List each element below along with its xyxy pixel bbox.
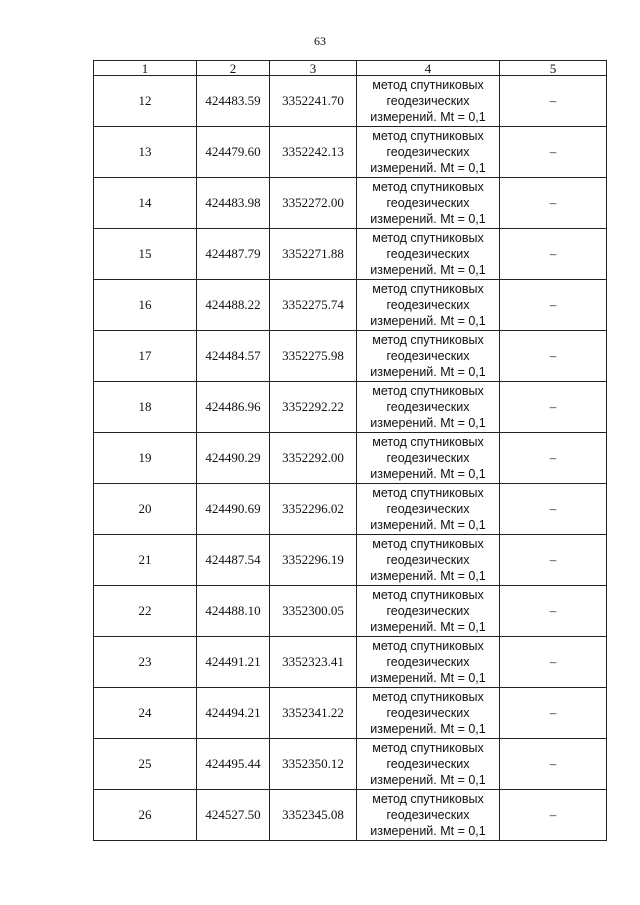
table-row [94,739,607,790]
method-line: метод спутниковых [372,78,484,92]
method-line: измерений. Mt = 0,1 [370,722,486,736]
method-line: геодезических [386,400,470,414]
method-line: геодезических [386,502,470,516]
y-coordinate-cell: 3352323.41 [270,637,357,688]
method-cell [357,637,500,688]
x-coordinate-cell: 424487.54 [197,535,270,586]
table-row [94,127,607,178]
x-coordinate-cell: 424527.50 [197,790,270,841]
table-row [94,76,607,127]
method-line: геодезических [386,604,470,618]
table-header-row [94,61,607,76]
table-row [94,586,607,637]
method-cell [357,484,500,535]
x-coordinate-cell: 424479.60 [197,127,270,178]
method-cell [357,229,500,280]
method-line: измерений. Mt = 0,1 [370,416,486,430]
point-number-cell: 14 [94,178,197,229]
method-cell [357,382,500,433]
method-line: геодезических [386,706,470,720]
y-coordinate-cell: 3352300.05 [270,586,357,637]
page-number: 63 [314,34,326,48]
method-line: измерений. Mt = 0,1 [370,263,486,277]
method-line: измерений. Mt = 0,1 [370,314,486,328]
table-row [94,535,607,586]
method-cell [357,76,500,127]
method-line: метод спутниковых [372,588,484,602]
note-cell: – [500,178,607,229]
note-cell: – [500,535,607,586]
method-cell [357,127,500,178]
point-number-cell: 26 [94,790,197,841]
method-line: геодезических [386,757,470,771]
method-line: геодезических [386,451,470,465]
method-line: измерений. Mt = 0,1 [370,671,486,685]
y-coordinate-cell: 3352275.98 [270,331,357,382]
y-coordinate-cell: 3352345.08 [270,790,357,841]
method-line: геодезических [386,808,470,822]
method-line: геодезических [386,247,470,261]
point-number-cell: 23 [94,637,197,688]
method-line: геодезических [386,196,470,210]
point-number-cell: 13 [94,127,197,178]
method-cell [357,535,500,586]
note-cell: – [500,331,607,382]
table-row [94,688,607,739]
column-header-2: 2 [197,61,270,76]
point-number-cell: 21 [94,535,197,586]
y-coordinate-cell: 3352292.22 [270,382,357,433]
y-coordinate-cell: 3352292.00 [270,433,357,484]
coordinates-table [93,60,607,841]
x-coordinate-cell: 424483.59 [197,76,270,127]
method-line: измерений. Mt = 0,1 [370,212,486,226]
x-coordinate-cell: 424483.98 [197,178,270,229]
point-number-cell: 15 [94,229,197,280]
y-coordinate-cell: 3352272.00 [270,178,357,229]
point-number-cell: 19 [94,433,197,484]
y-coordinate-cell: 3352350.12 [270,739,357,790]
y-coordinate-cell: 3352275.74 [270,280,357,331]
note-cell: – [500,76,607,127]
x-coordinate-cell: 424488.10 [197,586,270,637]
method-line: геодезических [386,298,470,312]
note-cell: – [500,433,607,484]
column-header-5: 5 [500,61,607,76]
method-line: метод спутниковых [372,639,484,653]
x-coordinate-cell: 424495.44 [197,739,270,790]
note-cell: – [500,280,607,331]
y-coordinate-cell: 3352341.22 [270,688,357,739]
point-number-cell: 12 [94,76,197,127]
method-line: измерений. Mt = 0,1 [370,569,486,583]
method-line: измерений. Mt = 0,1 [370,365,486,379]
method-line: геодезических [386,553,470,567]
method-cell [357,586,500,637]
note-cell: – [500,484,607,535]
method-line: измерений. Mt = 0,1 [370,824,486,838]
method-line: метод спутниковых [372,129,484,143]
x-coordinate-cell: 424488.22 [197,280,270,331]
method-line: метод спутниковых [372,231,484,245]
method-cell [357,433,500,484]
point-number-cell: 25 [94,739,197,790]
method-line: метод спутниковых [372,741,484,755]
x-coordinate-cell: 424484.57 [197,331,270,382]
point-number-cell: 16 [94,280,197,331]
method-line: метод спутниковых [372,180,484,194]
table-row [94,229,607,280]
note-cell: – [500,790,607,841]
method-cell [357,178,500,229]
column-header-4: 4 [357,61,500,76]
table-row [94,484,607,535]
x-coordinate-cell: 424490.69 [197,484,270,535]
method-line: метод спутниковых [372,384,484,398]
method-cell [357,790,500,841]
column-header-3: 3 [270,61,357,76]
table-row [94,178,607,229]
y-coordinate-cell: 3352271.88 [270,229,357,280]
point-number-cell: 24 [94,688,197,739]
y-coordinate-cell: 3352296.19 [270,535,357,586]
note-cell: – [500,637,607,688]
method-line: измерений. Mt = 0,1 [370,518,486,532]
note-cell: – [500,688,607,739]
table-row [94,382,607,433]
method-cell [357,739,500,790]
x-coordinate-cell: 424486.96 [197,382,270,433]
method-line: метод спутниковых [372,486,484,500]
note-cell: – [500,739,607,790]
method-line: метод спутниковых [372,435,484,449]
y-coordinate-cell: 3352296.02 [270,484,357,535]
method-line: метод спутниковых [372,333,484,347]
table-row [94,433,607,484]
table-row [94,637,607,688]
x-coordinate-cell: 424490.29 [197,433,270,484]
point-number-cell: 18 [94,382,197,433]
point-number-cell: 17 [94,331,197,382]
point-number-cell: 22 [94,586,197,637]
x-coordinate-cell: 424491.21 [197,637,270,688]
note-cell: – [500,127,607,178]
method-line: метод спутниковых [372,282,484,296]
method-line: геодезических [386,94,470,108]
method-line: измерений. Mt = 0,1 [370,110,486,124]
table-row [94,331,607,382]
method-cell [357,331,500,382]
note-cell: – [500,586,607,637]
method-line: измерений. Mt = 0,1 [370,467,486,481]
method-line: метод спутниковых [372,690,484,704]
method-line: метод спутниковых [372,537,484,551]
point-number-cell: 20 [94,484,197,535]
y-coordinate-cell: 3352242.13 [270,127,357,178]
y-coordinate-cell: 3352241.70 [270,76,357,127]
note-cell: – [500,229,607,280]
method-line: геодезических [386,655,470,669]
method-cell [357,688,500,739]
method-line: измерений. Mt = 0,1 [370,161,486,175]
method-cell [357,280,500,331]
table-row [94,790,607,841]
x-coordinate-cell: 424494.21 [197,688,270,739]
method-line: измерений. Mt = 0,1 [370,620,486,634]
method-line: геодезических [386,349,470,363]
column-header-1: 1 [94,61,197,76]
method-line: геодезических [386,145,470,159]
method-line: измерений. Mt = 0,1 [370,773,486,787]
table-row [94,280,607,331]
note-cell: – [500,382,607,433]
method-line: метод спутниковых [372,792,484,806]
x-coordinate-cell: 424487.79 [197,229,270,280]
